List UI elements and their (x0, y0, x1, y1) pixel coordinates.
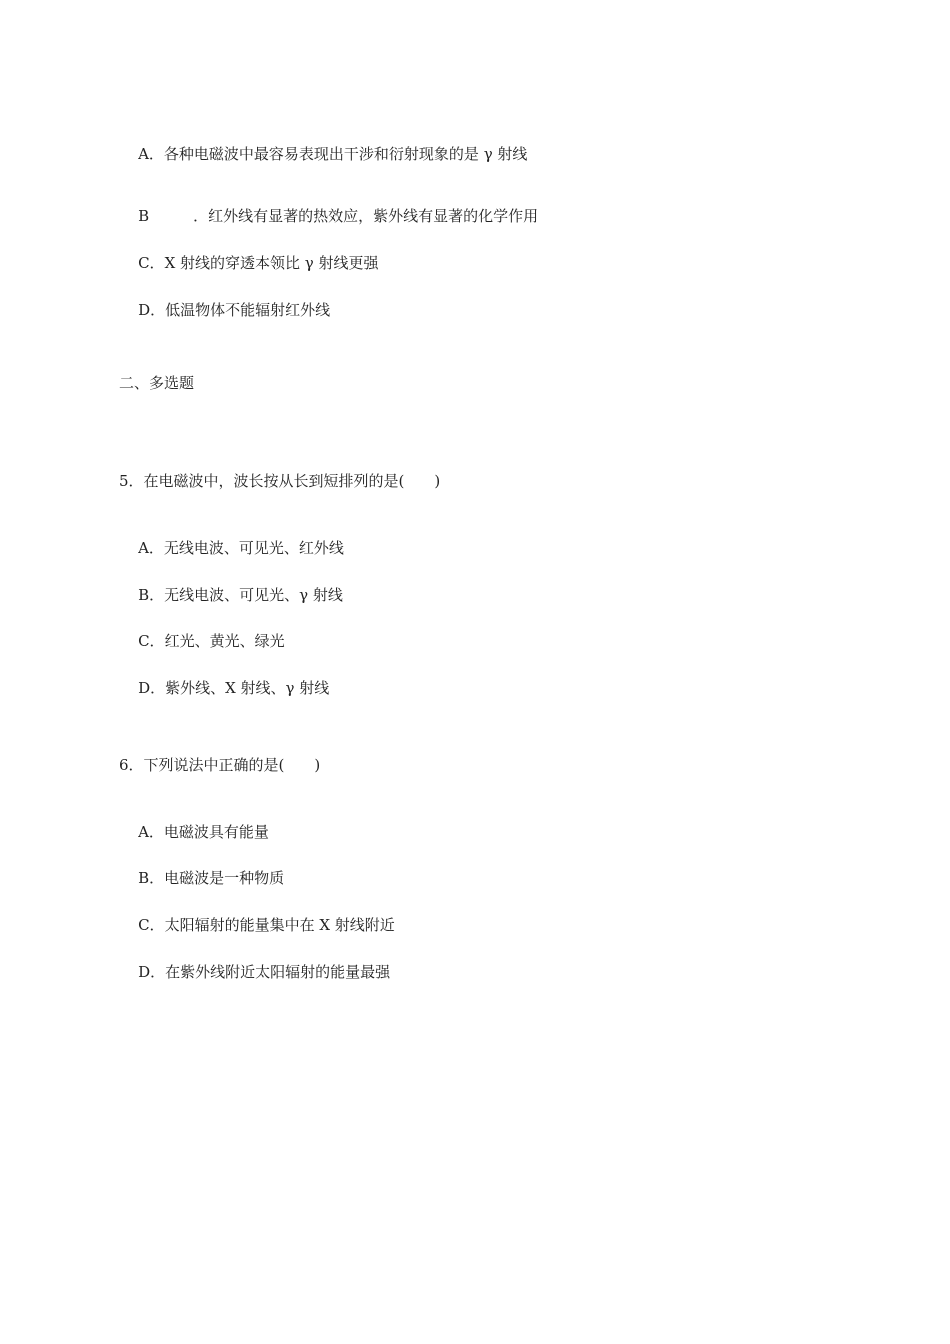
option-letter: D． (138, 963, 166, 981)
option-letter: A． (138, 823, 164, 841)
option-text: 无线电波、可见光、红外线 (163, 539, 344, 557)
option-text: 电磁波具有能量 (163, 823, 269, 841)
option-text: 无线电波、可见光、γ 射线 (164, 586, 343, 604)
option-letter: D． (138, 301, 166, 319)
option-letter: A． (138, 145, 164, 163)
option-text: 红光、黄光、绿光 (164, 632, 285, 650)
option-text: 低温物体不能辐射红外线 (165, 301, 331, 319)
option-letter: B． (138, 586, 165, 604)
option-text: 紫外线、X 射线、γ 射线 (165, 679, 330, 697)
option-letter: C． (138, 254, 165, 272)
option-letter: A． (138, 539, 164, 557)
option-letter: D． (138, 679, 166, 697)
option-letter: B (138, 207, 150, 225)
option-text: 电磁波是一种物质 (164, 869, 285, 887)
option-letter: C． (138, 916, 165, 934)
option-text: X 射线的穿透本领比 γ 射线更强 (164, 254, 379, 272)
option-letter: B． (138, 869, 165, 887)
q6-option-d (119, 942, 390, 1002)
q6-stem: 6．下列说法中正确的是( ) (119, 756, 321, 774)
q5-option-d (119, 658, 329, 718)
q4-option-a (119, 124, 527, 184)
option-letter: C． (138, 632, 165, 650)
q5-stem: 5．在电磁波中，波长按从长到短排列的是( ) (119, 472, 441, 490)
section-heading: 二、多选题 (119, 374, 195, 392)
option-text: ．红外线有显著的热效应，紫外线有显著的化学作用 (193, 207, 539, 225)
option-text: 太阳辐射的能量集中在 X 射线附近 (164, 916, 395, 934)
q4-option-d (119, 280, 330, 340)
option-text: 在紫外线附近太阳辐射的能量最强 (165, 963, 391, 981)
option-text: 各种电磁波中最容易表现出干涉和衍射现象的是 γ 射线 (163, 145, 528, 163)
